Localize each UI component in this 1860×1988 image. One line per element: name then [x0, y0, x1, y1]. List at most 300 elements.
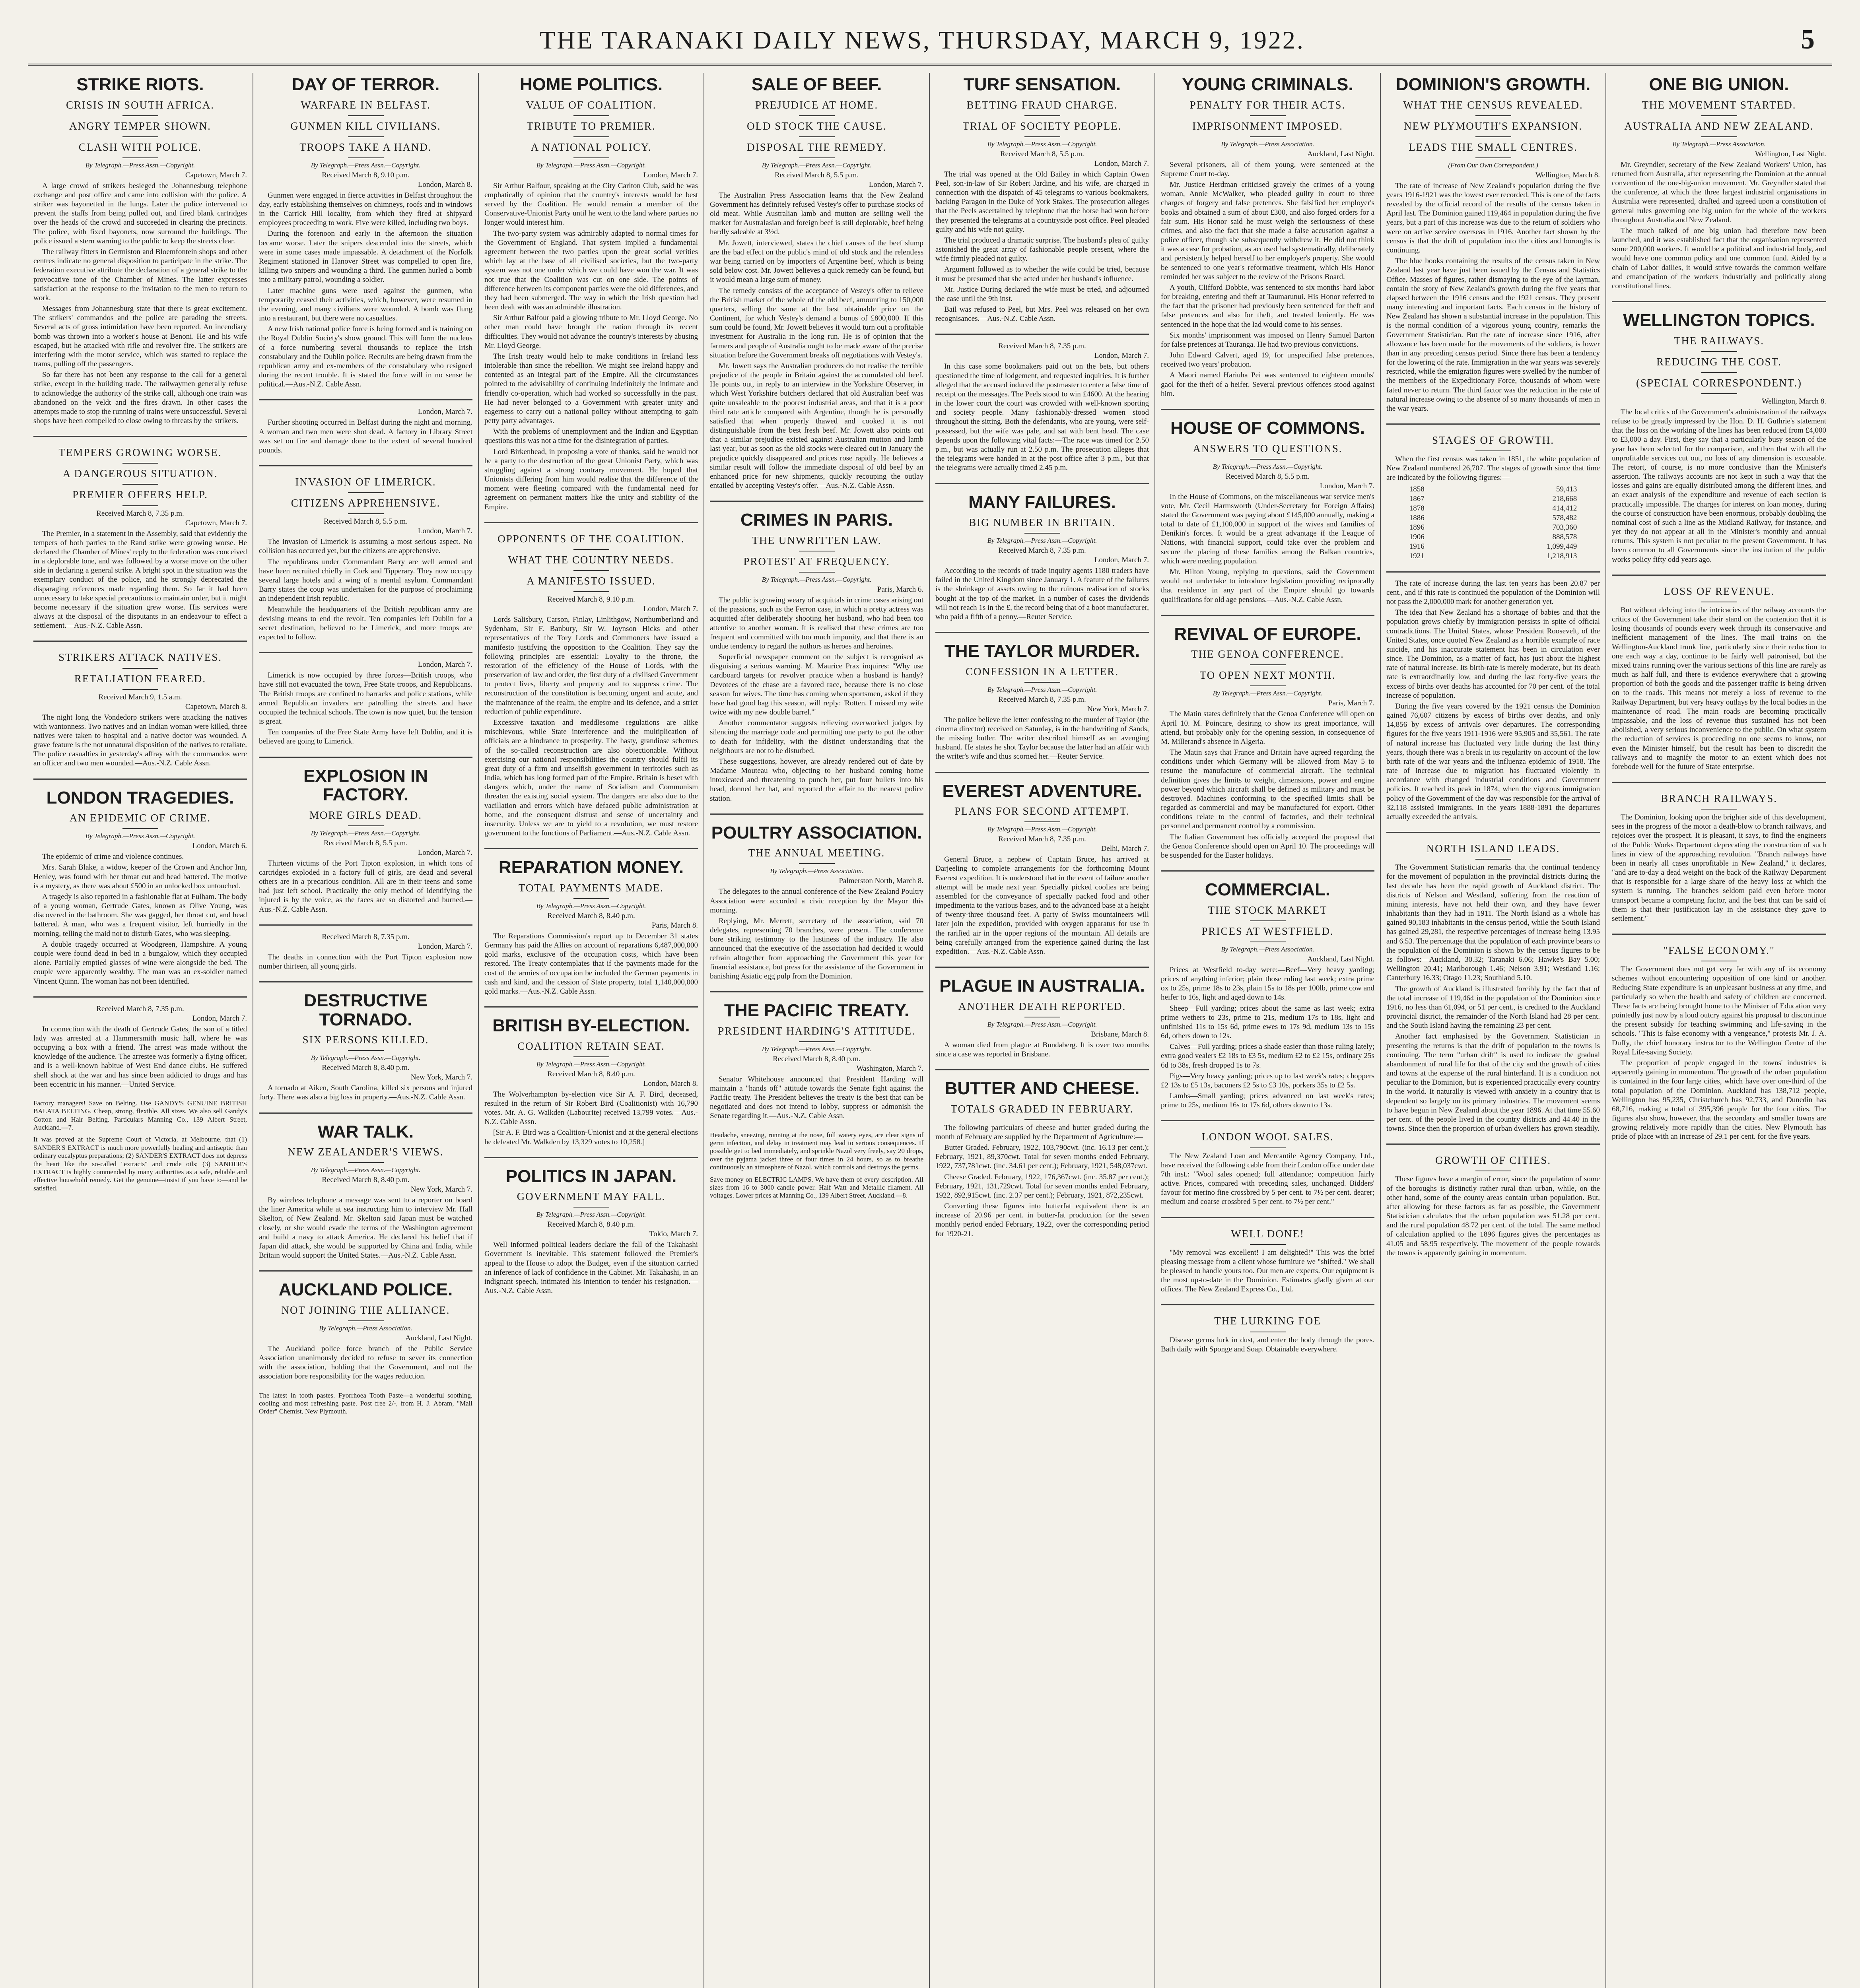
paragraph: The rate of increase during the last ten years has been 20.87 per cent., and if this rate is continued the population of the Dominion will not pass the 2,000,000 mark for another generation yet.	[1386, 579, 1600, 606]
masthead-title: THE TARANAKI DAILY NEWS, THURSDAY, MARCH 9, 1922.	[540, 26, 1305, 54]
columns	[28, 73, 1832, 1988]
received-line: Received March 8, 8.40 p.m.	[773, 1054, 861, 1063]
paragraph: The blue books containing the results of the census taken in New Zealand last year have just been issued by the Census and Statistics Office. Masses of figures, rather dismaying to the eye of the layman, contain the story of New Zealand's growth during the five years that elapsed between the 1916 census and the 1921 census. They present many interesting and important facts. Each census in the history of New Zealand has shown a substantial increase in the population. This is the normal condition of a vigorous young country, remarks the Government Statistician. But the rate of increase since 1916, after allowance has been made for the movements of the soldiers, is lower than in any preceding census period. Since there has been a tendency for the lowering of the rate. Immigration in the war years was severely restricted, while the emigration figures were swelled by the number of the members of the Expeditionary Force, thousands of whom were fated never to return. The third factor was the reduction in the rate of natural increase owing to the absence of so many thousands of men in the war years.	[1386, 257, 1600, 413]
paragraph: The Wolverhampton by-election vice Sir A. F. Bird, deceased, resulted in the return of Sir Robert Bird (Coalitionist) with 16,790 votes. Mr. A. G. Walkden (Labourite) received 13,799 votes.—Aus.-N.Z. Cable Assn.	[484, 1090, 698, 1126]
subheading: GOVERNMENT MAY FALL.	[517, 1190, 666, 1203]
article	[710, 501, 923, 803]
paragraph: Six months' imprisonment was imposed on Henry Samuel Barton for false pretences at Tauranga. He had two previous convictions.	[1161, 331, 1374, 349]
paragraph: The Italian Government has officially accepted the proposal that the Genoa Conference should open on April 10. The proceedings will be suspended for the Easter holidays.	[1161, 833, 1374, 860]
rule-divider	[573, 570, 609, 571]
paragraph: The following particulars of cheese and butter graded during the month of February are supplied by the Department of Agriculture:—	[935, 1123, 1149, 1141]
received-line: Received March 8, 8.40 p.m.	[322, 1176, 410, 1184]
paragraph: The invasion of Limerick is assuming a most serious aspect. No collision has occurred yet, but the citizens are apprehensive.	[259, 538, 472, 555]
received-line: Received March 8, 8.40 p.m.	[547, 911, 635, 920]
article	[259, 981, 472, 1102]
dateline: London, March 7.	[418, 660, 472, 669]
article	[935, 75, 1149, 323]
headline: POLITICS IN JAPAN.	[505, 1166, 677, 1186]
paragraph: The two-party system was admirably adapted to normal times for the Government of England. That system implied a fundamental agreement between the two parties upon the great social verities which lay at the base of all civilised societies, but the two-party system was not one under which we could have won the war. It was not true that the Coalition was cut on one side. The points of difference between its component parties were the old differences, and they had been submerged. The way in which the Irish question had been dealt with was an admirable illustration.	[484, 229, 698, 312]
article	[259, 75, 472, 389]
paragraph: The deaths in connection with the Port Tipton explosion now number thirteen, all young girls.	[259, 953, 472, 971]
headline: DESTRUCTIVE TORNADO.	[304, 991, 428, 1029]
stage-population: 59,413	[1556, 485, 1577, 493]
rule-divider	[573, 591, 609, 592]
rule-divider	[1024, 1119, 1060, 1120]
article	[935, 1069, 1149, 1239]
rule-divider	[799, 157, 835, 158]
paragraph: Meanwhile the headquarters of the British republican army are devising means to end the revolt. Ten companies left Dublin for a secret destination, believed to be Limerick, and more troops are expected to follow.	[259, 605, 472, 641]
dateline: Brisbane, March 8.	[1091, 1030, 1149, 1039]
byline: By Telegraph.—Press Assn.—Copyright.	[311, 161, 421, 169]
rule-divider	[1250, 136, 1286, 137]
byline: By Telegraph.—Press Assn.—Copyright.	[536, 1060, 646, 1068]
stage-year: 1921	[1409, 551, 1425, 560]
rule-divider	[348, 157, 384, 158]
paragraph: With the problems of unemployment and the Indian and Egyptian questions this was not a time for the disintegration of parties.	[484, 427, 698, 445]
article	[33, 641, 247, 768]
paragraph: A woman died from plague at Bundaberg. It is over two months since a case was reported in Brisbane.	[935, 1041, 1149, 1058]
paragraph: The Australian Press Association learns that the New Zealand Government has definitely refused Vestey's offer to purchase stocks of old meat. While Australian lamb and mutton are selling well the market for Australasian and foreign beef is still deplorable, beef being hardly saleable at 3½d.	[710, 191, 923, 237]
paragraph: The idea that New Zealand has a shortage of babies and that the population grows chiefly by immigration persists in spite of official contradictions. The United States, whose President Roosevelt, of the United States, once quoted New Zealand as a horrible example of race suicide, and his inaccurate statement has been in circulation ever since. The Dominion, as a matter of fact, has just about the highest rate of natural increase. Its birth-rate is merely moderate, but its death rate is extraordinarily low, and during the last forty-five years the excess of births over deaths has accounted for 70 per cent. of the total increase of population.	[1386, 608, 1600, 700]
subheading: CRISIS IN SOUTH AFRICA.	[66, 99, 215, 111]
paragraph: Butter Graded. February, 1922, 103,790cwt. (inc. 16.13 per cent.); February, 1921, 89,370cwt. Total for seven months ended February, 1922, 737,781cwt. (inc. 34.61 per cent.); February, 1921, 548,037cwt.	[935, 1143, 1149, 1171]
byline: By Telegraph.—Press Assn.—Copyright.	[311, 1054, 421, 1062]
paragraph: When the first census was taken in 1851, the white population of New Zealand numbered 26,707. The stages of growth since that time are indicated by the following figures:—	[1386, 455, 1600, 482]
dateline: London, March 7.	[1094, 556, 1149, 565]
rule-divider	[573, 1207, 609, 1208]
byline: By Telegraph.—Press Association.	[1221, 140, 1314, 148]
paragraph: Disease germs lurk in dust, and enter the body through the pores. Bath daily with Sponge and Soap. Obtainable everywhere.	[1161, 1336, 1374, 1353]
article	[1386, 571, 1600, 821]
stage-year: 1858	[1409, 485, 1425, 493]
paragraph: The trial produced a dramatic surprise. The husband's plea of guilty astonished the great array of fashionable people present, where the wife firmly pleaded not guilty.	[935, 236, 1149, 263]
rule-divider	[1250, 459, 1286, 460]
byline: (From Our Own Correspondent.)	[1448, 161, 1538, 169]
article	[1161, 409, 1374, 604]
subheading: "FALSE ECONOMY."	[1663, 944, 1775, 957]
dateline: New York, March 7.	[1087, 705, 1149, 713]
headline: STRIKE RIOTS.	[76, 75, 204, 94]
article	[1161, 1304, 1374, 1353]
subheading: NEW PLYMOUTH'S EXPANSION.	[1404, 120, 1582, 132]
subheading: TRIAL OF SOCIETY PEOPLE.	[962, 120, 1122, 132]
paragraph: Senator Whitehouse announced that President Harding will maintain a "hands off" attitude towards the Senate fight against the Pacific treaty. The President believes the treaty is the best that can be negotiated and does not intend to lobby, suppress or admonish the Senate regarding it.—Aus.-N.Z. Cable Assn.	[710, 1075, 923, 1120]
rule-divider	[348, 1162, 384, 1163]
subheading: AUSTRALIA AND NEW ZEALAND.	[1624, 120, 1814, 132]
article	[935, 632, 1149, 761]
subheading: NEW ZEALANDER'S VIEWS.	[288, 1146, 444, 1158]
paragraph: The Matin says that France and Britain have agreed regarding the conditions under which Germany will be allowed from May 5 to resume the manufacture of commercial aircraft. The technical definition gives the limits to weight, dimensions, power and engine power beyond which aircraft shall be defined as military and must be destroyed. Machines conforming to the specified limits shall be regarded as commercial and may be manufactured for export. Other conditions relate to the control of factories, and their technical personnel and permanent control by a commission.	[1161, 748, 1374, 831]
column	[1381, 73, 1606, 1988]
paragraph: The remedy consists of the acceptance of Vestey's offer to relieve the British market of the whole of the old beef, amounting to 150,000 quarters, selling the same at the best obtainable price on the Continent, for which Vestey's demand a bonus of £800,000. If this sum could be found, Mr. Jowett believes it would turn out a profitable investment for Australia in the long run. He is of opinion that the farmers and people of Australia ought to be made aware of the precise situation before the Government breaks off negotiations with Vestey's.	[710, 286, 923, 359]
paragraph: Lambs—Small yarding; prices advanced on last week's rates; prime to 25s, medium 16s to 17s 6d, others down to 13s.	[1161, 1092, 1374, 1110]
paragraph: Several prisoners, all of them young, were sentenced at the Supreme Court to-day.	[1161, 160, 1374, 178]
subheading: OPPONENTS OF THE COALITION.	[498, 532, 685, 545]
received-line: Received March 9, 1.5 a.m.	[98, 693, 182, 701]
rule-divider	[799, 572, 835, 573]
dateline: London, March 7.	[418, 408, 472, 416]
subheading: CITIZENS APPREHENSIVE.	[291, 497, 441, 509]
paragraph: During the five years covered by the 1921 census the Dominion gained 76,607 citizens by excess of births over deaths, and only 14,856 by excess of arrivals over departures. The corresponding figures for the five years 1911-1916 were 95,905 and 35,561. The rate of natural increase has fluctuated very little during the last thirty years, though there was a break in its regularity on account of the low birth rate of the war years and the influenza epidemic of 1918. The rate of increase due to migration has fluctuated violently in accordance with changed industrial conditions and Government policies. It reached its peak in 1874, when the vigorous immigration policy of the Government of the day was responsible for the arrival of 32,118 assisted immigrants. In the years 1888-1891 the departures actually exceeded the arrivals.	[1386, 702, 1600, 821]
headline: EVEREST ADVENTURE.	[942, 781, 1142, 801]
paragraph: The Reparations Commission's report up to December 31 states Germany has paid the Allies on account of reparations 6,487,000,000 gold marks, exclusive of the occupation costs, which have been restored. The Treaty contemplates that if the payments made for the cost of the armies of occupation be included the German payments in cash and kind, and the cession of State property, total 1,140,000,000 gold marks.—Aus.-N.Z. Cable Assn.	[484, 932, 698, 996]
byline: By Telegraph.—Press Assn.—Copyright.	[987, 1020, 1097, 1028]
headline: BRITISH BY-ELECTION.	[492, 1016, 690, 1036]
rule-divider	[1024, 136, 1060, 137]
rule-divider	[1701, 351, 1737, 352]
paragraph: According to the records of trade inquiry agents 1180 traders have failed in the United Kingdom since January 1. A feature of the failures is the shrinkage of assets owing to the ruinous realisation of stocks bought at the top of the market. In a number of cases the dividends will not reach 1s in the £, the record being that of a boot manufacturer, who paid a fifth of a penny.—Reuter Service.	[935, 567, 1149, 621]
paragraph: Ten companies of the Free State Army have left Dublin, and it is believed are going to Limerick.	[259, 728, 472, 746]
paragraph: Bail was refused to Peel, but Mrs. Peel was released on her own recognisances.—Aus.-N.Z. Cable Assn.	[935, 305, 1149, 323]
dateline: Tokio, March 7.	[649, 1230, 698, 1239]
byline: By Telegraph.—Press Assn.—Copyright.	[1213, 689, 1323, 697]
byline: By Telegraph.—Press Assn.—Copyright.	[987, 537, 1097, 545]
subheading: PENALTY FOR THEIR ACTS.	[1189, 99, 1346, 111]
dateline: New York, March 7.	[410, 1185, 472, 1194]
subheading: IMPRISONMENT IMPOSED.	[1192, 120, 1343, 132]
paragraph: The public is growing weary of acquittals in crime cases arising out of the passions, such as the Ferron case, in which a pretty actress was acquitted after deliberately shooting her husband, who had been too attentive to another woman. It is realised that these crimes are too frequent and committed with too much impunity, and that there is an undue tendency to regard the authors as heroes and heroines.	[710, 596, 923, 650]
rule-divider	[799, 115, 835, 116]
article	[935, 967, 1149, 1059]
paragraph: Converting these figures into butterfat equivalent there is an increase of 20.96 per cent. in butter-fat production for the seven monthly period ended February, 1922, over the corresponding period for 1920-21.	[935, 1202, 1149, 1238]
headline: HOME POLITICS.	[519, 75, 663, 94]
rule-divider	[1024, 821, 1060, 822]
dateline: Capetown, March 8.	[185, 702, 247, 711]
paragraph: Mr. Hilton Young, replying to questions, said the Government would not undertake to introduce legislation providing reciprocally that residence in any part of the Empire should go towards qualifications for old age pensions.—Aus.-N.Z. Cable Assn.	[1161, 567, 1374, 604]
article	[710, 813, 923, 981]
subheading: TOTALS GRADED IN FEBRUARY.	[950, 1103, 1134, 1115]
rule-divider	[799, 863, 835, 864]
article	[1161, 615, 1374, 860]
article	[1161, 1217, 1374, 1294]
headline: DAY OF TERROR.	[292, 75, 440, 94]
rule-divider	[348, 825, 384, 826]
paragraph: The Dominion, looking upon the brighter side of this development, sees in the progress of the motor a death-blow to branch railways, and rejoices over the prospect. It is pleasant, it says, to find the engineers of the Public Works Department deprecating the construction of such lines in view of the approaching revolution. "Branch railways have been in nearly all cases unprofitable in New Zealand," it declares, "and are to-day a dead weight on the back of the Railway Department that is responsible for a large share of the heavy loss at which the system is running. The branches seldom paid even before motor transport became a competing factor, and the best that can be said of them is that their justification lay in the assistance they gave to settlement."	[1612, 813, 1826, 923]
paragraph: The New Zealand Loan and Mercantile Agency Company, Ltd., have received the following cable from their London office under date 7th inst.: "Wool sales opened; full attendance; competition fairly active. Prices, compared with preceding sales, unchanged. Bidders' favour for merino fine crossbred by 5 per cent. to 7½ per cent. dearer; medium and coarse crossbred 5 per cent. to 7½ per cent."	[1161, 1151, 1374, 1206]
dateline: Paris, March 6.	[877, 585, 923, 594]
subheading: TO OPEN NEXT MONTH.	[1199, 669, 1336, 681]
paragraph: Prices at Westfield to-day were:—Beef—Very heavy yarding; prices of anything inferior; plain those ruling last week; extra prime ox to 25s, prime 18s to 23s, plain 15s to 18s per 100lb, prime cow and heifer to 16s, light and aged down to 14s.	[1161, 965, 1374, 1002]
subheading: PREJUDICE AT HOME.	[755, 99, 878, 111]
received-line: Received March 8, 5.5 p.m.	[1000, 149, 1085, 158]
subheading: LONDON WOOL SALES.	[1201, 1131, 1334, 1143]
paragraph: Another fact emphasised by the Government Statistician in presenting the returns is that the drift of population to the towns is continuing. The term "urban drift" is used to indicate the gradual abandonment of rural life for that of the city and the growth of cities and towns at the expense of the rural hinterland. It is a condition not peculiar to the Dominion, but is experienced practically every country in the world. It naturally is viewed with anxiety in a country that is dependent so largely on its primary industries. The movement seems to have begun in New Zealand about the year 1896. At that time 55.60 per cent. of the people lived in the country districts and 44.40 in the towns. Since then the proportion of urban dwellers has grown steadily.	[1386, 1032, 1600, 1133]
article	[1386, 1143, 1600, 1258]
dateline: London, March 7.	[1094, 351, 1149, 360]
stages-row	[1408, 485, 1579, 494]
stage-population: 414,412	[1552, 504, 1577, 513]
headline: COMMERCIAL.	[1205, 880, 1331, 900]
article	[1161, 1120, 1374, 1206]
article	[33, 436, 247, 630]
column	[1606, 73, 1832, 1988]
subheading: WHAT THE COUNTRY NEEDS.	[508, 553, 674, 566]
article	[33, 75, 247, 425]
article	[1386, 75, 1600, 413]
dateline: London, March 8.	[643, 1079, 698, 1088]
rule-divider	[1701, 115, 1737, 116]
byline: By Telegraph.—Press Assn.—Copyright.	[311, 1166, 421, 1174]
rule-divider	[1250, 664, 1286, 665]
paragraph: Mr. Justice During declared the wife must be tried, and adjourned the case until the 9th inst.	[935, 285, 1149, 303]
rule-divider	[1701, 136, 1737, 137]
paragraph: By wireless telephone a message was sent to a reporter on board the liner America while at sea instructing him to interview Mr. Hall Skelton, of New Zealand. Mr. Skelton said Japan must be watched closely, or she would evade the terms of the Washington agreement and build a navy to attack America. He declared his belief that if Japan did attack, she would be supported by China and India, while Britain would support the United States.—Aus.-N.Z. Cable Assn.	[259, 1196, 472, 1260]
subheading: CLASH WITH POLICE.	[78, 141, 202, 153]
byline: By Telegraph.—Press Assn.—Copyright.	[311, 829, 421, 837]
headline: YOUNG CRIMINALS.	[1182, 75, 1353, 94]
dateline: London, March 7.	[869, 180, 923, 189]
paragraph: In this case some bookmakers paid out on the bets, but others questioned the time of lodgement, and requested inquiries. It is further alleged that the accused induced the postmaster to enter a false time of receipt on the messages. The Peels stood to win £4600. At the hearing in the lower court the court was crowded with well-known sporting and society people. Many fashionably-dressed women stood throughout the sitting. Both the defendants, who are young, were self-possessed, but the wife was pale, and sat with bent head. The case depends upon the following vital facts:—The race was timed for 2.50 p.m., but was actually run at 2.50 p.m. The prosecution alleges that the telegrams were handed in at the post office after 3 p.m., but that the telegrams were actually timed 2.45 p.m.	[935, 362, 1149, 472]
article	[710, 991, 923, 1120]
byline: By Telegraph.—Press Assn.—Copyright.	[987, 825, 1097, 833]
rule-divider	[122, 463, 158, 464]
paragraph: A youth, Clifford Dobbie, was sentenced to six months' hard labor for breaking, entering and theft at Taumarunui. His Honor referred to the fact that the prisoner had previously been sentenced for theft and false pretences and also for theft, and treated leniently. He was sentenced in the hope that the lad would come to his senses.	[1161, 283, 1374, 329]
received-line: Received March 8, 5.5 p.m.	[774, 171, 859, 179]
article	[33, 779, 247, 986]
subheading: CONFESSION IN A LETTER.	[965, 665, 1119, 678]
paragraph: The railway fitters in Germiston and Bloemfontein shops and other centres indicate no general disposition to participate in the strike. The federation executive attribute the declaration of a general strike to the provocative tone of the Chamber of Mines. The latter expresses satisfaction at the response to the invitation to the men to return to work.	[33, 248, 247, 302]
received-line: Received March 8, 5.5 p.m.	[323, 517, 408, 526]
dateline: Delhi, March 7.	[1101, 845, 1149, 853]
subheading: SIX PERSONS KILLED.	[302, 1034, 429, 1046]
dateline: Capetown, March 7.	[185, 171, 247, 179]
subheading: THE GENOA CONFERENCE.	[1191, 648, 1344, 660]
stage-year: 1886	[1409, 513, 1425, 522]
stage-year: 1896	[1409, 523, 1425, 532]
article	[1612, 782, 1826, 923]
paragraph: The epidemic of crime and violence continues.	[42, 852, 184, 861]
paragraph: The Irish treaty would help to make conditions in Ireland less intolerable than since the rebellion. We might see Ireland happy and contented as an integral part of the Empire. All the circumstances pointed to the advisability of continuing indefinitely the intimate and friendly co-operation, which had worked so successfully in the past. He had never belonged to a Government with greater unity and eagerness to carry out a national policy without attempting to gain petty party advantages.	[484, 352, 698, 425]
page-number: 5	[1801, 24, 1816, 55]
rule-divider	[1250, 685, 1286, 686]
rule-divider	[573, 1056, 609, 1057]
received-line: Received March 8, 7.35 p.m.	[96, 1004, 184, 1013]
subheading: PROTEST AT FREQUENCY.	[743, 555, 890, 567]
stages-row	[1408, 551, 1579, 561]
paragraph: Further shooting occurred in Belfast during the night and morning. A woman and two men were shot dead. A factory in Library Street was set on fire and damage done to the extent of several hundred pounds.	[259, 418, 472, 454]
subheading: PRESIDENT HARDING'S ATTITUDE.	[718, 1025, 915, 1037]
paragraph: These figures have a margin of error, since the population of some of the boroughs is distinctly rather rural than urban, while, on the other hand, some of the county areas contain urban population. But, after allowing for these factors as far as possible, the Government Statistician calculates that the urban population was 51.28 per cent. and the rural population 48.72 per cent. of the total. The same method of calculation applied to the 1896 figures gives the percentages as 41.05 and 58.95 respectively. The movement of the people towards the towns is apparently gaining in momentum.	[1386, 1175, 1600, 1257]
subheading: ANOTHER DEATH REPORTED.	[958, 1000, 1126, 1012]
article	[259, 1270, 472, 1381]
paragraph: In the House of Commons, on the miscellaneous war service men's vote, Mr. Cecil Harmsworth (Under-Secretary for Foreign Affairs) stated the Government was paying about £145,000 annually, making a total to date of £1,100,000 in support of the wives and families of Denikin's forces. It would be a great advantage if the League of Nations, with financial support, could take over the problem and secure the placing of these families among the Balkan countries, which were needing population.	[1161, 492, 1374, 565]
rule-divider	[1250, 115, 1286, 116]
paragraph: Limerick is now occupied by three forces—British troops, who have still not evacuated the town, Free State troops, and Republicans. The British troops are confined to barracks and police stations, while armed Republican invaders are patrolling the streets and have occupied the technical schools. The town is now quiet, but the tension is great.	[259, 671, 472, 726]
dateline: London, March 6.	[192, 842, 247, 850]
rule-divider	[1250, 1147, 1286, 1148]
subheading: WELL DONE!	[1231, 1227, 1304, 1240]
column	[479, 73, 704, 1988]
headline: HOUSE OF COMMONS.	[1170, 418, 1365, 438]
rule-divider	[122, 689, 158, 690]
received-line: Received March 8, 5.5 p.m.	[323, 839, 408, 847]
stage-population: 578,482	[1552, 513, 1577, 522]
dateline: Capetown, March 7.	[185, 518, 247, 527]
article	[484, 848, 698, 996]
headline: SALE OF BEEF.	[751, 75, 882, 94]
article	[259, 465, 472, 642]
paragraph: The growth of Auckland is illustrated forcibly by the fact that of the total increase of 119,464 in the population of the Dominion since 1916, no less than 61,094, or 51 per cent., is credited to the Auckland provincial district, the remainder of the North Island had 28 per cent. and the South Island having the remaining 23 per cent.	[1386, 984, 1600, 1030]
paragraph: Replying, Mr. Merrett, secretary of the association, said 70 delegates, representing 70 branches, were present. The conference bore striking testimony to the lustiness of the industry. He also announced that the executive of the association had decided it would refrain altogether from approaching the Government this year for financial assistance, but press for the assistance of the Government in banishing Asiatic egg pulp from the Dominion.	[710, 916, 923, 980]
byline: By Telegraph.—Press Assn.—Copyright.	[762, 576, 872, 583]
paragraph: A Maori named Hariuha Pei was sentenced to eighteen months' gaol for the theft of a heifer. Several previous offences stood against him.	[1161, 371, 1374, 398]
dateline: Paris, March 8.	[651, 921, 698, 930]
stages-row	[1408, 513, 1579, 523]
subheading: NOT JOINING THE ALLIANCE.	[281, 1304, 450, 1316]
stage-year: 1906	[1409, 532, 1425, 541]
stage-year: 1916	[1409, 542, 1425, 551]
subheading: PLANS FOR SECOND ATTEMPT.	[954, 805, 1130, 817]
rule-divider	[122, 505, 158, 506]
rule-divider	[1701, 372, 1737, 373]
subheading: WARFARE IN BELFAST.	[301, 99, 431, 111]
rule-divider	[122, 157, 158, 158]
dateline: London, March 7.	[1094, 159, 1149, 168]
masthead	[28, 24, 1832, 66]
subheading: TOTAL PAYMENTS MADE.	[518, 881, 664, 894]
column	[1155, 73, 1381, 1988]
paragraph: Mr. Jowett, interviewed, states the chief causes of the beef slump are the bad effect on the public's mind of old stock and the relentless war being carried on by importers of Argentine beef, which is being sold below cost. Mr. Jowett believes a quick remedy can be found, but it would mean a large sum of money.	[710, 239, 923, 284]
rule-divider	[122, 668, 158, 669]
column	[930, 73, 1155, 1988]
article	[484, 522, 698, 838]
subheading: THE RAILWAYS.	[1674, 334, 1764, 347]
headline: LONDON TRAGEDIES.	[46, 788, 234, 808]
rule-divider	[1475, 859, 1511, 860]
subheading: TEMPERS GROWING WORSE.	[58, 447, 222, 459]
headline: REVIVAL OF EUROPE.	[1174, 624, 1361, 644]
byline: By Telegraph.—Press Assn.—Copyright.	[1213, 462, 1323, 470]
paragraph: The much talked of one big union had therefore now been launched, and it was established fact that the organisation represented some 200,000 workers. It would be a political and industrial body, and would have one common policy and one common fund. Aided by a chain of Labor dailies, it would strive towards the common welfare and emancipation of the workers industrially and politically along constitutional lines.	[1612, 226, 1826, 290]
headline: WELLINGTON TOPICS.	[1623, 311, 1815, 330]
stages-row	[1408, 532, 1579, 542]
advertisement-paragraph: It was proved at the Supreme Court of Victoria, at Melbourne, that (1) SANDER'S EXTRACT is much more powerfully healing and antiseptic than ordinary eucalyptus preparations; (2) SANDER'S EXTRACT does not depress the heart like the so-called "extracts" and crude oils; (3) SANDER'S EXTRACT is highly commended by many authorities as a safe, reliable and effective household remedy. Get the genuine—insist if you have to—and be satisfied.	[33, 1136, 247, 1192]
paragraph: Excessive taxation and meddlesome regulations are alike mischievous, while State interference and the multiplication of officials are a hindrance to prosperity. The hasty, grandiose schemes of the so-called reconstruction are also objectionable. Without exercising our national responsibilities the country should fulfil its great duty of a firm and unselfish government in territories such as India, which has long formed part of the Empire. Britain is beset with dangers which, under the name of Socialism and Communism threaten the existing social system. The dangers are also due to the vacillation and errors which have defaced public administration at home, and the consequent distrust and sense of uncertainty and insecurity. Unless we are to yield to a revolution, we must restore government to the functions of Parliament.—Aus.-N.Z. Cable Assn.	[484, 718, 698, 838]
article	[710, 75, 923, 490]
headline: WAR TALK.	[317, 1122, 414, 1142]
paragraph: Lords Salisbury, Carson, Finlay, Linlithgow, Northumberland and Sydenham, Sir F. Banbury, Sir W. Joynson Hicks and other representatives of the Tory Lords and Commoners have issued a manifesto justifying the opposition to the Coalition. They say the following principles are essential: Loyalty to the throne, the restoration of the efficiency of the House of Lords, with the preservation of law and order, the first duty of a civilised Government to protect lives, liberty and property and to suppress crime. The reconstruction of the constitution is becoming urgent and acute, and the maintenance of the realm, the empire and its defence, and a strict reduction of public expenditure.	[484, 615, 698, 716]
article	[484, 1006, 698, 1147]
headline: AUCKLAND POLICE.	[278, 1280, 453, 1300]
received-line: Received March 8, 5.5 p.m.	[1225, 472, 1310, 481]
subheading: ANSWERS TO QUESTIONS.	[1193, 442, 1343, 454]
subheading: GROWTH OF CITIES.	[1435, 1154, 1551, 1167]
subheading: LOSS OF REVENUE.	[1664, 585, 1774, 597]
paragraph: The Premier, in a statement in the Assembly, said that evidently the tempers of both parties to the Rand strike were growing worse. He declared the Chamber of Mines' reply to the federation was conceived in a deplorable tone, and was followed by a worse move on the other side in declaring a general strike. A bright spot in the situation was the exemplary conduct of the police, and he strongly deprecated the disparaging references made regarding them. So far it had been unnecessary to take special precautions to maintain order, but it might become necessary if the situation grew worse. His services were always at the disposal of the disputants in an endeavour to effect a settlement.—Aus.-N.Z. Cable Assn.	[33, 529, 247, 630]
rule-divider	[348, 136, 384, 137]
paragraph: Pigs—Very heavy yarding; prices up to last week's rates; choppers £2 13s to £5 13s, baconers £2 5s to £3 10s, porkers 35s to £2 5s.	[1161, 1072, 1374, 1089]
article	[1612, 75, 1826, 291]
stages-row	[1408, 504, 1579, 513]
rule-divider	[573, 549, 609, 550]
subheading: BIG NUMBER IN BRITAIN.	[969, 516, 1116, 529]
subheading: THE ANNUAL MEETING.	[748, 847, 885, 859]
received-line: Received March 8, 7.35 p.m.	[998, 835, 1086, 844]
paragraph: A double tragedy occurred at Woodgreen, Hampshire. A young couple were found dead in bed in a bungalow, which they occupied alone. Partially emptied glasses of wine were alongside the bed. The couple were apparently wealthy. The man was an ex-soldier named Vincent Quinn. The woman has not been identified.	[33, 940, 247, 986]
subheading: GUNMEN KILL CIVILIANS.	[290, 120, 441, 132]
rule-divider	[348, 1320, 384, 1321]
byline: By Telegraph.—Press Assn.—Copyright.	[762, 1045, 872, 1053]
dateline: Palmerston North, March 8.	[839, 877, 923, 885]
rule-divider	[1250, 920, 1286, 921]
column	[253, 73, 479, 1988]
stage-population: 1,218,913	[1547, 551, 1577, 560]
rule-divider	[1024, 682, 1060, 683]
paragraph: The proportion of people engaged in the towns' industries is apparently gaining in momentum. The growth of the urban population is contained in the four large cities, which have over one-third of the total population of the Dominion. Auckland has 138,712 people, Wellington has 95,235, Christchurch has 92,733, and Dunedin has 68,716, making a total of 395,396 people for the four cities. The figures also show, however, that the secondary and smaller towns are growing relatively more rapidly than the cities. New Plymouth has pride of place with an increase of 29.1 per cent. for the five years.	[1612, 1058, 1826, 1141]
stages-row	[1408, 542, 1579, 551]
headline: REPARATION MONEY.	[498, 858, 684, 878]
rule-divider	[1701, 393, 1737, 394]
article	[935, 483, 1149, 622]
paragraph: Sir Arthur Balfour paid a glowing tribute to Mr. Lloyd George. No other man could have brought the nation through its recent difficulties. They would not advance the country's interests by abusing Mr. Lloyd George.	[484, 314, 698, 350]
paragraph: These suggestions, however, are already rendered out of date by Madame Mouteau who, objecting to her husband coming home intoxicated and threatening to punch her, put four bullets into his head, donned her hat, and reported the affair to the nearest police station.	[710, 757, 923, 803]
rule-divider	[348, 1050, 384, 1051]
stage-population: 1,099,449	[1547, 542, 1577, 551]
subheading: PRICES AT WESTFIELD.	[1201, 925, 1334, 937]
article	[1161, 75, 1374, 398]
paragraph: The Government Statistician remarks that the continual tendency for the movement of population in the provincial districts during the last decade has been the rapid growth of Auckland district. The districts of Nelson and Westland, suffering from the reaction of mining interests, have not held their own, and they have fewer inhabitants than they had in 1911. The North Island as a whole has gained 90,183 inhabitants in the census period, while the South Island has gained 29,281, the respective percentages of increase being 13.95 and 6.53. The percentage that the population of each province bears to the population of the Dominion is shown by the census figures to be as follows:—Auckland, 30.32; Taranaki 6.06; Hawke's Bay 5.00; Wellington 20.41; Marlborough 1.46; Nelson 3.91; Westland 1.16; Canterbury 16.33; Otago 11.23; Southland 5.10.	[1386, 863, 1600, 982]
paragraph: The Auckland police force branch of the Public Service Association unanimously decided to refuse to sever its connection with the association, holding that the Government, and not the association bore responsibility for the wages reduction.	[259, 1344, 472, 1381]
headline: THE TAYLOR MURDER.	[944, 641, 1140, 661]
column	[28, 73, 253, 1988]
received-line: Received March 8, 8.40 p.m.	[547, 1070, 635, 1078]
byline: By Telegraph.—Press Association.	[770, 867, 863, 875]
stages-row	[1408, 494, 1579, 504]
rule-divider	[122, 484, 158, 485]
subheading: ANGRY TEMPER SHOWN.	[69, 120, 211, 132]
received-line: Received March 8, 7.35 p.m.	[322, 932, 410, 941]
stage-year: 1878	[1409, 504, 1425, 513]
article	[1386, 832, 1600, 1133]
stage-year: 1867	[1409, 494, 1425, 503]
dateline: Washington, March 7.	[856, 1064, 923, 1073]
rule-divider	[573, 157, 609, 158]
article	[259, 924, 472, 971]
paragraph: The Government does not get very far with any of its economy schemes without encountering opposition of one kind or another. Reducing State expenditure is an unpleasant business at any time, and particularly so when the health and safety of children are concerned. These facts are being brought home to the Minister of Education very pointedly just now by a loud outcry against his proposal to discontinue the present subsidy for teaching swimming and life-saving in the schools. "This is false economy with a vengeance," protests Mr. J. A. Duffy, the chief honorary instructor to the Wellington Centre of the Royal Life-saving Society.	[1612, 965, 1826, 1056]
paragraph: During the forenoon and early in the afternoon the situation became worse. Later the snipers descended into the streets, which were in some cases made impassable. A detachment of the Norfolk Regiment stationed in Hanover Street was compelled to open fire, killing two snipers and wounding a third. The gunmen hurled a bomb into a military patrol, wounding a soldier.	[259, 229, 472, 284]
dateline: Wellington, March 8.	[1761, 397, 1826, 406]
article	[33, 996, 247, 1089]
subheading: RETALIATION FEARED.	[74, 672, 206, 685]
paragraph: The local critics of the Government's administration of the railways refuse to be greatly impressed by the Hon. D. H. Guthrie's statement that the loss on the working of the lines has been reduced from £4,000 to £3,000 a day. First, they say that a particularly busy season of the year has been selected for the comparison, and then that with all the unprofitable services cut out, no loss of any dimension is excusable. The retort, of course, is no more conclusive than the Minister's assertion. The railways accounts are not kept in such a way that the losses and gains are equally distributed among the different lines, and an exact analysis of the expenditure and revenue of each section is practically impossible. The charges for interest on loan money, during the course of construction have been enormous, probably doubling the nominal cost of such a line as the Midland Railway, for instance, and yet they do not appear at all in the Minister's monthly and annual returns. This system is not peculiar to the present Government. It has been common to all Governments since the institution of the public works policy fifty odd years ago.	[1612, 408, 1826, 564]
paragraph: A large crowd of strikers besieged the Johannesburg telephone exchange and post office and came into collision with the police. A striker was bayonetted in the lungs. Later the police intervened to prevent the staffs from being pulled out, and fired blank cartridges over the heads of the crowd and succeeded in clearing the precincts. The police, with fixed bayonets, now surround the buildings. The police issued a stern warning to the public to keep the streets clear.	[33, 181, 247, 245]
paragraph: Lord Birkenhead, in proposing a vote of thanks, said he would not be a party to the destruction of the great Unionist Party, which was struggling against a strong contrary movement. He hoped that Unionists differing from him would realise that the difference of the moment were fleeting compared with the fundamental need for agreement on permanent matters like the unity and stability of the Empire.	[484, 447, 698, 511]
byline: By Telegraph.—Press Association.	[319, 1324, 412, 1332]
headline: TURF SENSATION.	[963, 75, 1121, 94]
subheading: WHAT THE CENSUS REVEALED.	[1403, 99, 1583, 111]
byline: By Telegraph.—Press Association.	[1672, 140, 1766, 148]
dateline: Wellington, Last Night.	[1755, 149, 1826, 158]
paragraph: A tragedy is also reported in a fashionable flat at Fulham. The body of a young woman, Gertrude Gates, known as Olive Young, was discovered in the bathroom. She was gagged, her throat cut, and head battered. A man, who was a frequent visitor, left hurriedly in the morning, telling the maid not to disturb Gates, who was sleeping.	[33, 892, 247, 938]
paragraph: A tornado at Aiken, South Carolina, killed six persons and injured forty. There was also a big loss in property.—Aus.-N.Z. Cable Assn.	[259, 1084, 472, 1102]
article	[1612, 301, 1826, 564]
paragraph: The delegates to the annual conference of the New Zealand Poultry Association were accorded a civic reception by the Mayor this morning.	[710, 887, 923, 914]
paragraph: So far there has not been any response to the call for a general strike, except in the building trade. The railwaymen generally refuse to acknowledge the authority of the strike call, although one train was abandoned on the veldt and the fires drawn. In other cases the attempts made to stop the running of trains were unsuccessful. Several shops have been compelled to close owing to threats by the strikers.	[33, 371, 247, 425]
rule-divider	[348, 115, 384, 116]
rule-divider	[122, 136, 158, 137]
advertisement-paragraph: Save money on ELECTRIC LAMPS. We have them of every description. All sizes from 16 to 3000 candle power. Half Watt and Metallic filament. All voltages. Lower prices at Manning Co., 139 Albert Street, Auckland.—8.	[710, 1175, 923, 1200]
article	[935, 334, 1149, 472]
subheading: OLD STOCK THE CAUSE.	[746, 120, 887, 132]
rule-divider	[573, 136, 609, 137]
byline: By Telegraph.—Press Assn.—Copyright.	[987, 685, 1097, 693]
rule-divider	[573, 898, 609, 899]
byline: By Telegraph.—Press Assn.—Copyright.	[85, 832, 195, 840]
article	[259, 757, 472, 914]
byline: By Telegraph.—Press Assn.—Copyright.	[85, 161, 195, 169]
rule-divider	[799, 1041, 835, 1042]
article	[935, 772, 1149, 957]
